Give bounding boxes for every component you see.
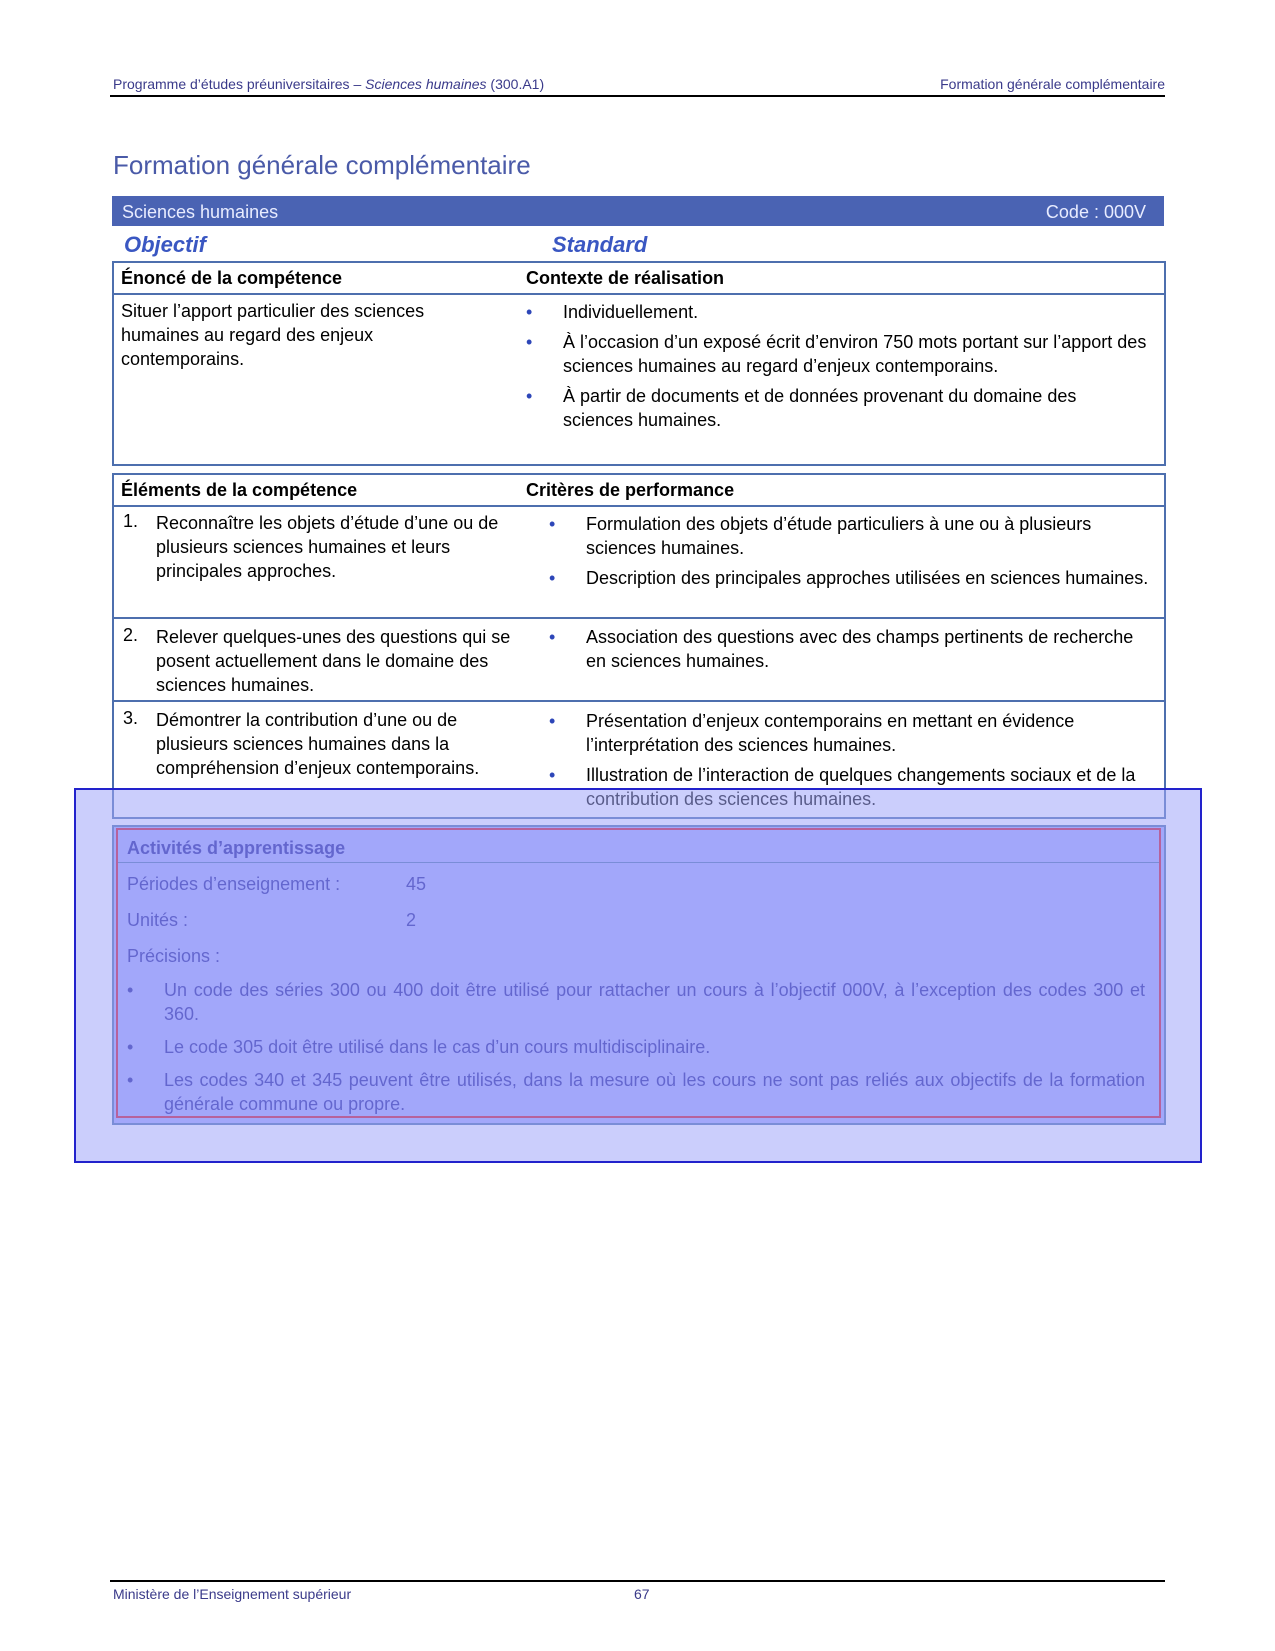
- list-item: • À l’occasion d’un exposé écrit d’environ 750 mots portant sur l’apport des sciences humaines au regard d’enjeux contemporains.: [526, 330, 1150, 378]
- elements-header-row: [114, 475, 1164, 507]
- running-header: [110, 76, 1165, 96]
- row-divider: [114, 700, 1164, 702]
- element-text: Reconnaître les objets d’étude d’une ou de plusieurs sciences humaines et leurs principales approches.: [156, 513, 499, 581]
- list-item: • Formulation des objets d’étude particuliers à une ou à plusieurs sciences humaines.: [549, 512, 1149, 560]
- header-program-title: Sciences humaines: [365, 76, 487, 92]
- standard-title: Standard: [552, 232, 648, 257]
- criteria-list: [549, 625, 1149, 679]
- header-program-code: (300.A1): [486, 76, 545, 92]
- list-item: • Description des principales approches utilisées en sciences humaines.: [549, 566, 1149, 590]
- competence-header-row: [114, 263, 1164, 295]
- list-item: • Présentation d’enjeux contemporains en mettant en évidence l’interprétation des sciences humaines.: [549, 709, 1149, 757]
- page-number: 67: [634, 1586, 650, 1602]
- elements-table: [112, 473, 1166, 819]
- running-header-right: Formation générale complémentaire: [940, 76, 1165, 92]
- row-divider: [114, 617, 1164, 619]
- list-item: • Individuellement.: [526, 300, 1150, 324]
- element-number: 3.: [123, 708, 139, 728]
- criteria-list: [549, 512, 1149, 596]
- elements-header: Éléments de la compétence: [121, 480, 358, 500]
- list-item: • À partir de documents et de données provenant du domaine des sciences humaines.: [526, 384, 1150, 432]
- subject-name: Sciences humaines: [122, 202, 279, 222]
- list-item: • Illustration de l’interaction de quelques changements sociaux et de la: [549, 763, 1149, 811]
- competence-table: [112, 261, 1166, 466]
- footer-rule: [110, 1580, 1165, 1582]
- subject-bar: [112, 196, 1164, 226]
- criteria-header: Critères de performance: [526, 480, 735, 500]
- competence-statement: Situer l’apport particulier des sciences humaines au regard des enjeux contemporains.: [121, 301, 425, 369]
- context-header: Contexte de réalisation: [526, 268, 725, 288]
- element-text: Relever quelques-unes des questions qui se posent actuellement dans le domaine des sciences humaines.: [156, 627, 511, 695]
- list-item: • Association des questions avec des champs pertinents de recherche en sciences humaines.: [549, 625, 1149, 673]
- header-rule: [110, 95, 1165, 97]
- page-title: Formation générale complémentaire: [113, 150, 531, 180]
- selection-overlay: [74, 788, 1202, 1163]
- footer-ministry: Ministère de l’Enseignement supérieur: [113, 1586, 352, 1602]
- element-number: 2.: [123, 625, 139, 645]
- running-header-left: [113, 76, 544, 92]
- objectif-title: Objectif: [124, 232, 206, 257]
- statement-header: Énoncé de la compétence: [121, 268, 343, 288]
- header-program: Programme d’études préuniversitaires –: [113, 76, 366, 92]
- subject-code: Code : 000V: [1045, 202, 1146, 222]
- element-number: 1.: [123, 511, 139, 531]
- context-list: [526, 300, 1150, 438]
- element-text: Démontrer la contribution d’une ou de plusieurs sciences humaines dans la compréhension d’enjeux contemporains.: [156, 710, 480, 778]
